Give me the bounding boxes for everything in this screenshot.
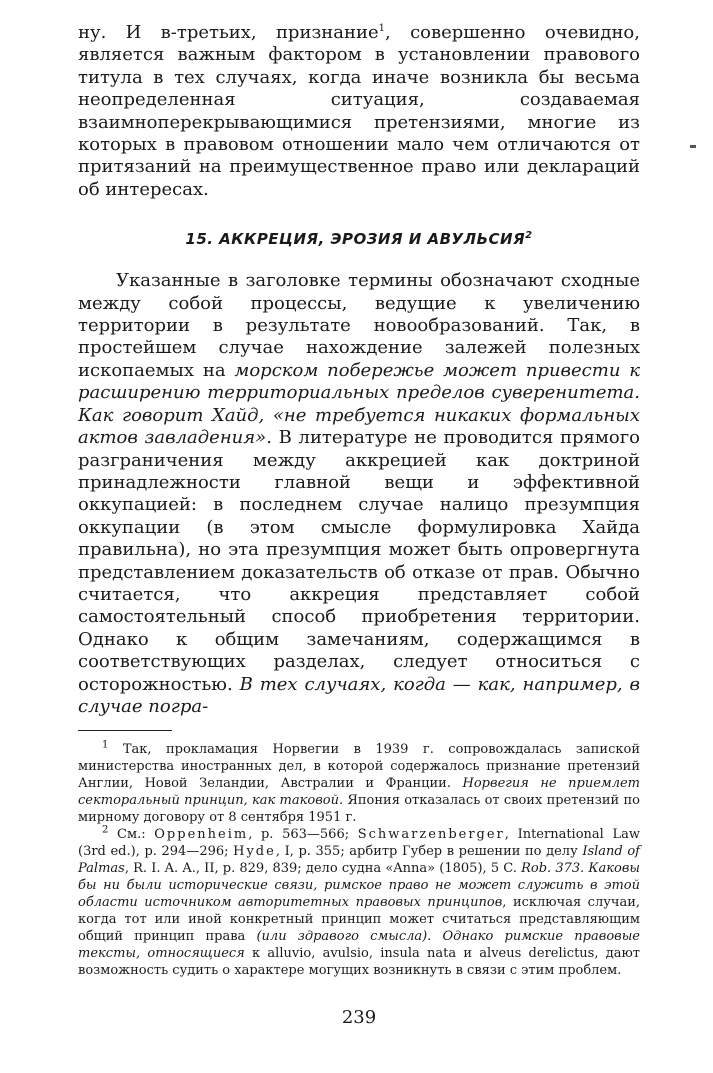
opening-text-1: ну. И в-третьих, признание: [78, 22, 379, 43]
page-number: 239: [341, 1007, 377, 1029]
footnote-1-text-2: Япония отказалась от своих претензий по мирному договору от 8 сентября 1951 г.: [78, 793, 640, 826]
footnote-1: [78, 741, 640, 826]
page-content: [78, 22, 640, 1028]
paragraph-text-1: Указанные в заголовке термины обозначают сходные между собой процессы, ведущие к увеличению территории в результате новообразований. Так, в простейшем случае нахождение залежей полезных ископаемых на: [78, 270, 640, 381]
footnote-ref-1[interactable]: 1: [378, 23, 386, 34]
section-heading: [78, 230, 640, 248]
author-schwarzenberger: Schwarzenberger: [357, 827, 505, 843]
opening-paragraph: [78, 22, 640, 201]
footnote-1-mark: 1: [102, 740, 109, 752]
author-hyde: Hyde: [233, 844, 276, 860]
footnote-2-text: , R. I. A. A., II, p. 829, 839; дело судна «Anna» (1805), 5 C.: [124, 861, 522, 877]
paragraph-italic-1: морском побережье может привести к расширению территориальных пределов суверенитета. Как говорит Хайд, «не требуется никаких формальных актов завладения».: [78, 359, 640, 449]
footnote-ref-2[interactable]: 2: [525, 230, 533, 242]
footnote-2-text: См.:: [108, 827, 155, 843]
footnote-2: [78, 826, 640, 979]
print-speck: [690, 145, 696, 148]
footnote-2-italic: (или здравого смысла). Однако римские правовые тексты, относящиеся: [78, 929, 640, 962]
footnote-2-text: к alluvio, avulsio, insula nata и alveus derelictus, дают возможность судить о характере могущих возникнуть в связи с этим проблем.: [78, 946, 640, 979]
footnote-2-text: , p. 563—566;: [248, 827, 358, 843]
footnote-1-italic: Норвегия не приемлет секторальный принцип, как таковой.: [78, 776, 640, 809]
footnote-divider: [78, 730, 172, 731]
opening-text-2: , совершенно очевидно, является важным фактором в установлении правового титула в тех случаях, когда иначе возникла бы весьма неопределенная ситуация, создаваемая взаимноперекрывающимися претензиями, многие из которых в правовом отношении мало чем отличаются от притязаний на преимущественное право или деклараций об интересах.: [78, 22, 640, 200]
footnote-2-text: , International Law (3rd ed.), p. 294—296;: [78, 827, 640, 860]
main-paragraph: [78, 270, 640, 718]
paragraph-text-2: В литературе не проводится прямого разграничения между аккрецией как доктриной принадлежности главной вещи и эффективной оккупацией: в последнем случае налицо презумпция оккупации (в этом смысле формулировка Хайда правильна), но эта презумпция может быть опровергнута представлением доказательств об отказе от прав. Обычно считается, что аккреция представляет собой самостоятельный способ приобретения территории. Однако к общим замечаниям, содержащимся в соответствующих разделах, следует относиться с осторожностью.: [78, 427, 640, 695]
footnote-2-text: , I, p. 355; арбитр Губер в решении по делу: [275, 844, 583, 860]
footnote-2-italic: Rob. 373. Каковы бы ни были исторические связи, римское право не может служить в этой области источником авторитетных правовых принципов: [78, 861, 640, 911]
footnote-1-text: Так, прокламация Норвегии в 1939 г. сопровождалась запиской министерства иностранных дел, в которой содержалось признание претензий Англии, Новой Зеландии, Австралии и Франции.: [78, 742, 640, 792]
section-title: 15. АККРЕЦИЯ, ЭРОЗИЯ И АВУЛЬСИЯ: [185, 230, 526, 249]
case-name-italic: Island of Palmas: [78, 844, 640, 877]
footnote-2-text: , исключая случаи, когда тот или иной конкретный принцип может считаться представляющим общий принцип права: [78, 895, 641, 945]
author-oppenheim: Oppenheim: [154, 827, 249, 843]
paragraph-italic-2: В тех случаях, когда — как, например, в случае погра-: [78, 673, 640, 717]
footnote-2-mark: 2: [102, 825, 109, 837]
